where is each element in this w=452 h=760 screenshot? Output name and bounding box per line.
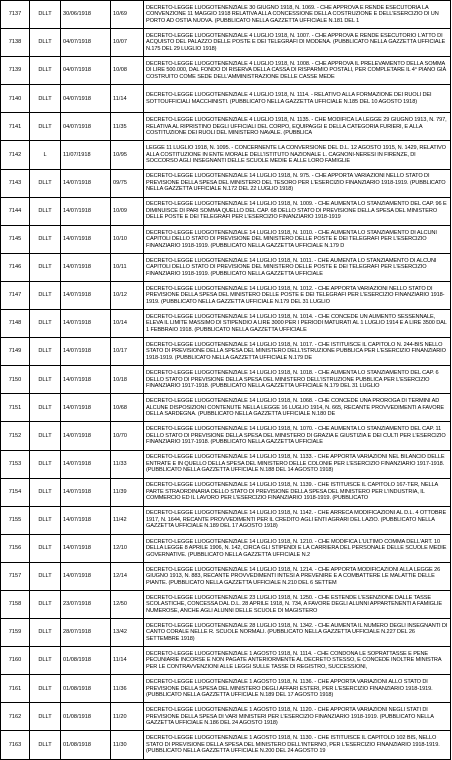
cell-act-type: DLLT <box>30 478 61 506</box>
cell-description: DECRETO-LEGGE LUOGOTENENZIALE 1 AGOSTO 1918, N. 1114. - CHE CONDONA LE SOPRATTASSE E PENE PECUNIARIE INCORSE E NON PAGATE ANTERIORMENTE AL DECRETO STESSO, E CONCEDE INOLTRE MINISTRA PER LE CONTRAVVENZIONI ALLE LEGGI SULLE TASSE DI REGISTRO, SUCCESSIONI, <box>144 647 451 675</box>
cell-description: DECRETO-LEGGE LUOGOTENENZIALE 14 LUGLIO 1918, N. 1012. - CHE APPORTA VARIAZIONI NELLO STATO DI PREVISIONE DELLA SPESA DEL MINISTERO DELLE POSTE E DEI TELEGRAFI PER L'ESERCIZIO FINANZIARIO 1918-1919. (PUBBLICATO NELLA GAZZETTA UFFICIALE N.179 DEL 31 LUGLIO <box>144 281 451 309</box>
table-row <box>1 85 451 113</box>
cell-act-code: 10/10 <box>111 225 144 253</box>
cell-description: DECRETO-LEGGE LUOGOTENENZIALE 14 LUGLIO 1918, N. 1010. - CHE AUMENTA LO STANZIAMENTO DI ALCUNI CAPITOLI DELLO STATO DI PREVISIONE DEL MINISTERO DELLE POSTE E DEI TELEGRAFI PER L'ESERCIZIO FINANZIARIO 1918-1919. (PUBBLICATO NELLA GAZZETTA UFFICIALE N.179 D <box>144 225 451 253</box>
cell-act-type: DLLT <box>30 85 61 113</box>
cell-description: DECRETO-LEGGE LUOGOTENENZIALE 14 LUGLIO 1918, N. 1018. - CHE AUMENTA LO STANZIAMENTO DEL CAP. 6 DELLO STATO DI PREVISIONE DELLA SPESA DEL MINISTERO DELL'ISTRUZIONE PUBBLICA PER L'ESERCIZIO FINANZIARIO 1917-1918. (PUBBLICATO NELLA GAZZETTA UFFICIALE N.179 DEL 31 LUGLIO <box>144 366 451 394</box>
cell-act-type: DLLT <box>30 590 61 618</box>
cell-date: 01/08/1918 <box>61 647 111 675</box>
cell-description: DECRETO-LEGGE LUOGOTENENZIALE 4 LUGLIO 1918, N. 1114. - RELATIVO ALLA FORMAZIONE DEI RUOLI DEI SOTTOUFFICIALI MACCHINISTI. (PUBBLICATO NELLA GAZZETTA UFFICIALE N.185 DEL 10 AGOSTO 1918) <box>144 85 451 113</box>
cell-number: 7161 <box>1 675 30 703</box>
cell-act-code: 12/14 <box>111 562 144 590</box>
cell-number: 7143 <box>1 169 30 197</box>
cell-act-code: 10/11 <box>111 253 144 281</box>
cell-date: 14/07/1918 <box>61 253 111 281</box>
cell-act-type: DLLT <box>30 731 61 759</box>
cell-number: 7162 <box>1 703 30 731</box>
table-row <box>1 675 451 703</box>
cell-description: DECRETO-LEGGE LUOGOTENENZIALE 14 LUGLIO 1918, N. 1017. - CHE ISTITUISCE IL CAPITOLO N. 244-BIS NELLO STATO DI PREVISIONE DELLA SPESA DEL MINISTERO DELL'ISTRUZIONE PUBBLICA PER L'ESERCIZIO FINANZIARIO 1918-1919. (PUBBLICATO NELLA GAZZETTA UFFICIALE N.179 DE <box>144 338 451 366</box>
cell-date: 14/07/1918 <box>61 450 111 478</box>
cell-description: DECRETO-LEGGE LUOGOTENENZIALE 1 AGOSTO 1918, N. 1136. - CHE APPORTA VARIAZIONI ALLO STATO DI PREVISIONE DELLA SPESA DEL MINISTERO DEGLI AFFARI ESTERI, PER L'ESERCIZIO FINANZIARIO 1918-1919. (PUBBLICATO NELLA GAZZETTA UFFICIALE N.189 DEL 17 AGOSTO 1918) <box>144 675 451 703</box>
cell-act-code: 11/14 <box>111 647 144 675</box>
cell-date: 14/07/1918 <box>61 534 111 562</box>
cell-act-type: DLLT <box>30 169 61 197</box>
table-row <box>1 1 451 29</box>
cell-act-type: DLLT <box>30 57 61 85</box>
cell-date: 14/07/1918 <box>61 338 111 366</box>
cell-act-type: DLLT <box>30 338 61 366</box>
cell-number: 7151 <box>1 394 30 422</box>
cell-act-type: DLLT <box>30 619 61 647</box>
cell-date: 14/07/1918 <box>61 169 111 197</box>
table-row <box>1 619 451 647</box>
cell-number: 7155 <box>1 506 30 534</box>
cell-act-type: DLLT <box>30 675 61 703</box>
table-row <box>1 506 451 534</box>
cell-act-code: 13/42 <box>111 619 144 647</box>
table-row <box>1 590 451 618</box>
cell-act-code: 10/08 <box>111 57 144 85</box>
table-row <box>1 450 451 478</box>
cell-number: 7137 <box>1 1 30 29</box>
cell-date: 04/07/1918 <box>61 113 111 141</box>
cell-act-code: 10/07 <box>111 29 144 57</box>
cell-act-type: DLLT <box>30 394 61 422</box>
cell-act-code: 10/14 <box>111 310 144 338</box>
cell-act-code: 10/09 <box>111 197 144 225</box>
table-row <box>1 253 451 281</box>
cell-act-code: 11/20 <box>111 703 144 731</box>
cell-act-type: DLLT <box>30 281 61 309</box>
cell-description: DECRETO-LEGGE LUOGOTENENZIALE 14 LUGLIO 1918, N. 1068. - CHE CONCEDE UNA PROROGA DI TERMINI AD ALCUNE DISPOSIZIONI CONTENUTE NELLA LEGGE 16 LUGLIO 1914, N. 665, RECANTE PROVVEDIMENTI A FAVORE DELLA SARDEGNA. (PUBBLICATO NELLA GAZZETTA UFFICIALE N.180 DE <box>144 394 451 422</box>
table-row <box>1 281 451 309</box>
cell-act-type: L <box>30 141 61 169</box>
cell-act-code: 10/70 <box>111 422 144 450</box>
cell-act-code: 12/10 <box>111 534 144 562</box>
cell-number: 7160 <box>1 647 30 675</box>
cell-number: 7142 <box>1 141 30 169</box>
table-row <box>1 534 451 562</box>
cell-date: 01/08/1918 <box>61 675 111 703</box>
table-row <box>1 731 451 759</box>
cell-act-type: DLLT <box>30 310 61 338</box>
cell-number: 7146 <box>1 253 30 281</box>
cell-description: DECRETO-LEGGE LUOGOTENENZIALE 14 LUGLIO 1918, N. 975. - CHE APPORTA VARIAZIONI NELLO STATO DI PREVISIONE DELLA SPESA DEL MINISTERO DEL TESORO PER L'ESERCIZIO FINANZIARIO 1918-1919. (PUBBLICATO NELLA GAZZETTA UFFICIALE N.172 DEL 22 LUGLIO 1918) <box>144 169 451 197</box>
cell-act-type: DLLT <box>30 197 61 225</box>
table-row <box>1 478 451 506</box>
cell-number: 7149 <box>1 338 30 366</box>
table-row <box>1 169 451 197</box>
cell-date: 04/07/1918 <box>61 57 111 85</box>
table-row <box>1 422 451 450</box>
cell-act-code: 10/18 <box>111 366 144 394</box>
cell-description: DECRETO-LEGGE LUOGOTENENZIALE 14 LUGLIO 1918, N. 1142. - CHE ARRECA MODIFICAZIONI AL D.L. 4 OTTOBRE 1917, N. 1644, RECANTE PROVVEDIMENTI PER IL CREDITO AGLI ENTI AGRARI DEL LAZIO. (PUBBLICATO NELLA GAZZETTA UFFICIALE N.189 DEL 17 AGOSTO 1918) <box>144 506 451 534</box>
cell-number: 7159 <box>1 619 30 647</box>
cell-act-code: 12/50 <box>111 590 144 618</box>
cell-description: LEGGE 11 LUGLIO 1918, N. 1095. - CONCERNENTE LA CONVERSIONE DEL D.L. 12 AGOSTO 1915, N. 1429, RELATIVO ALLA COSTITUZIONE IN ENTE MORALE DELL'ISTITUTO NAZIONALE L. CAGNONI-NERESI IN FIRENZE, DI SOCCORSO AGLI INSEGNANTI DELLE SCUOLE MEDIE E ALLE LORO FAMIGLIE <box>144 141 451 169</box>
cell-description: DECRETO-LEGGE LUOGOTENENZIALE 4 LUGLIO 1918, N. 1007. - CHE APPROVA E RENDE ESECUTORIO L'ATTO DI ACQUISTO DEL PALAZZO DELLE POSTE E DEI TELEGRAFI DI MODENA. (PUBBLICATO NELLA GAZZETTA UFFICIALE N.175 DEL 29 LUGLIO 1918) <box>144 29 451 57</box>
cell-act-type: DLLT <box>30 562 61 590</box>
cell-number: 7139 <box>1 57 30 85</box>
cell-act-type: DLLT <box>30 29 61 57</box>
cell-date: 14/07/1918 <box>61 562 111 590</box>
table-row <box>1 141 451 169</box>
cell-act-code: 10/12 <box>111 281 144 309</box>
cell-description: DECRETO-LEGGE LUOGOTENENZIALE 14 LUGLIO 1918, N. 1133. - CHE APPORTA VARIAZIONI NEL BILANCIO DELLE ENTRATE E IN QUELLO DELLA SPESA DEL MINISTERO DELLE COLONIE PER L'ESERCIZIO FINANZIARIO 1917-1918. (PUBBLICATO NELLA GAZZETTA UFFICIALE N.188 DEL 14 AGOSTO 1918) <box>144 450 451 478</box>
cell-description: DECRETO-LEGGE LUOGOTENENZIALE 23 LUGLIO 1918, N. 1250. - CHE ESTENDE L'ESENZIONE DALLE TASSE SCOLASTICHE, CONCESSA DAL D.L. 28 APRILE 1918, N. 734, A FAVORE DEGLI ALUNNI APPARTENENTI A FAMIGLIE NUMEROSE, ANCHE AGLI ALUNNI DELLE SCUOLE DI MAGISTERO <box>144 590 451 618</box>
cell-act-type: DLLT <box>30 703 61 731</box>
cell-number: 7154 <box>1 478 30 506</box>
table-row <box>1 197 451 225</box>
cell-date: 04/07/1918 <box>61 29 111 57</box>
cell-number: 7144 <box>1 197 30 225</box>
cell-number: 7145 <box>1 225 30 253</box>
cell-act-type: DLLT <box>30 422 61 450</box>
cell-description: DECRETO-LEGGE LUOGOTENENZIALE 4 LUGLIO 1918, N. 1135. - CHE MODIFICA LA LEGGE 29 GIUGNO 1913, N. 797, RELATIVA AL RIPRISTINO DEGLI UFFICIALI DEL CORPO, EQUIPAGGI E DELLA CATEGORIA FURIERI, E ALLA COSTITUZIONE DEI RUOLI DEL MINISTERO NAVALE. (PUBBLICA <box>144 113 451 141</box>
cell-act-code: 10/95 <box>111 141 144 169</box>
cell-date: 14/07/1918 <box>61 394 111 422</box>
cell-description: DECRETO-LEGGE LUOGOTENENZIALE 30 GIUGNO 1918, N. 1069. - CHE APPROVA E RENDE ESECUTORIA LA CONVENZIONE 11 MAGGIO 1918 RELATIVA ALLA CONCESSIONE DELLA COSTRUZIONE E DELL'ESERCIZIO DI UN PORTO AD OSTIA NUOVA. (PUBBLICATO NELLA GAZZETTA UFFICIALE N.181 DEL 1 <box>144 1 451 29</box>
cell-date: 01/08/1918 <box>61 731 111 759</box>
cell-number: 7153 <box>1 450 30 478</box>
table-row <box>1 703 451 731</box>
cell-date: 14/07/1918 <box>61 197 111 225</box>
cell-description: DECRETO-LEGGE LUOGOTENENZIALE 14 LUGLIO 1918, N. 1139. - CHE ISTITUISCE IL CAPITOLO 167-TER, NELLA PARTE STRAORDINARIA DELLO STATO DI PREVISIONE DELLA SPESA DEL MINISTERO PER L'INDUSTRIA, IL COMMERCIO ED IL LAVORO PER L'ESERCIZIO FINANZIARIO 1918-1919. (PUBBLICATO <box>144 478 451 506</box>
cell-date: 28/07/1918 <box>61 619 111 647</box>
cell-date: 11/07/1918 <box>61 141 111 169</box>
cell-number: 7141 <box>1 113 30 141</box>
table-row <box>1 113 451 141</box>
cell-date: 01/08/1918 <box>61 703 111 731</box>
cell-date: 30/06/1918 <box>61 1 111 29</box>
cell-description: DECRETO-LEGGE LUOGOTENENZIALE 14 LUGLIO 1918, N. 1210. - CHE MODIFICA L'ULTIMO COMMA DELL'ART. 10 DELLA LEGGE 8 APRILE 1906, N. 142, CIRCA GLI STIPENDI E LA CARRIERA DEL PERSONALE DELLE SCUOLE MEDIE GOVERNATIVE. (PUBBLICATO NELLA GAZZETTA UFFICIALE N.2 <box>144 534 451 562</box>
cell-act-type: DLLT <box>30 534 61 562</box>
cell-act-code: 10/17 <box>111 338 144 366</box>
cell-act-code: 11/35 <box>111 113 144 141</box>
cell-date: 14/07/1918 <box>61 506 111 534</box>
table-row <box>1 562 451 590</box>
cell-date: 14/07/1918 <box>61 366 111 394</box>
cell-act-type: DLLT <box>30 253 61 281</box>
cell-act-type: DLLT <box>30 647 61 675</box>
cell-act-type: DLLT <box>30 506 61 534</box>
cell-act-type: DLLT <box>30 366 61 394</box>
cell-date: 14/07/1918 <box>61 225 111 253</box>
cell-description: DECRETO-LEGGE LUOGOTENENZIALE 14 LUGLIO 1918, N. 1070. - CHE AUMENTA LO STANZIAMENTO DEL CAP. 11 DELLO STATO DI PREVISIONE DELLA SPESA DEL MINISTERO DI GRAZIA E GIUSTIZIA E DEI CULTI PER L'ESERCIZIO FINANZIARIO 1917-1918. (PUBBLICATO NELLA GAZZETTA UFFICIALE <box>144 422 451 450</box>
table-row <box>1 29 451 57</box>
cell-act-code: 11/36 <box>111 675 144 703</box>
cell-number: 7140 <box>1 85 30 113</box>
cell-description: DECRETO-LEGGE LUOGOTENENZIALE 28 LUGLIO 1918, N. 1342. - CHE AUMENTA IL NUMERO DEGLI INSEGNANTI DI CANTO CORALE NELLE R. SCUOLE NORMALI. (PUBBLICATO NELLA GAZZETTA UFFICIALE N.227 DEL 26 SETTEMBRE 1918) <box>144 619 451 647</box>
cell-act-type: DLLT <box>30 113 61 141</box>
cell-act-code: 09/75 <box>111 169 144 197</box>
cell-description: DECRETO-LEGGE LUOGOTENENZIALE 14 LUGLIO 1918, N. 1011. - CHE AUMENTA LO STANZIAMENTO DI ALCUNI CAPITOLI DELLO STATO DI PREVISIONE DEL MINISTERO DELLE POSTE E DEI TELEGRAFI PER L'ESERCIZIO FINANZIARIO 1918-1919. (PUBBLICATO NELLA GAZZETTA UFFICIALE <box>144 253 451 281</box>
cell-description: DECRETO-LEGGE LUOGOTENENZIALE 1 AGOSTO 1918, N. 1120. - CHE APPORTA VARIAZIONI NEGLI STATI DI PREVISIONE DELLA SPESA DI VARI MINISTERI PER L'ESERCIZIO FINANZIARIO 1918-1919. (PUBBLICATO NELLA GAZZETTA UFFICIALE N.186 DEL 24 AGOSTO 1918) <box>144 703 451 731</box>
cell-date: 14/07/1918 <box>61 478 111 506</box>
table-row <box>1 366 451 394</box>
cell-number: 7147 <box>1 281 30 309</box>
table-row <box>1 310 451 338</box>
cell-act-code: 11/42 <box>111 506 144 534</box>
cell-date: 14/07/1918 <box>61 281 111 309</box>
cell-date: 23/07/1918 <box>61 590 111 618</box>
cell-date: 04/07/1918 <box>61 85 111 113</box>
table-row <box>1 57 451 85</box>
cell-date: 14/07/1918 <box>61 422 111 450</box>
cell-description: DECRETO-LEGGE LUOGOTENENZIALE 14 LUGLIO 1918, N. 1014. - CHE CONCEDE UN AUMENTO SESSENNALE, ELEVA IL LIMITE MASSIMO DI STIPENDIO A LIRE 3000 PER I PERIODI MATURATI AL 1 LUGLIO 1914 E A LIRE 3500 DAL 1 FEBBRAIO 1918. (PUBBLICATO NELLA GAZZETTA UFFICIALE <box>144 310 451 338</box>
cell-number: 7157 <box>1 562 30 590</box>
cell-description: DECRETO-LEGGE LUOGOTENENZIALE 1 AGOSTO 1918, N. 1130. - CHE ISTITUISCE IL CAPITOLO 102 BIS, NELLO STATO DI PREVISIONE DELLA SPESA DEL MINISTERO DELL'INTERNO, PER L'ESERCIZIO FINANZIARIO 1918-1919. (PUBBLICATO NELLA GAZZETTA UFFICIALE N.200 DEL 24 AGOSTO 19 <box>144 731 451 759</box>
table-row <box>1 338 451 366</box>
cell-number: 7152 <box>1 422 30 450</box>
cell-act-type: DLLT <box>30 450 61 478</box>
cell-number: 7158 <box>1 590 30 618</box>
cell-number: 7156 <box>1 534 30 562</box>
cell-act-code: 11/14 <box>111 85 144 113</box>
cell-number: 7163 <box>1 731 30 759</box>
table-row <box>1 225 451 253</box>
cell-act-code: 10/69 <box>111 1 144 29</box>
table-row <box>1 394 451 422</box>
cell-number: 7138 <box>1 29 30 57</box>
cell-description: DECRETO-LEGGE LUOGOTENENZIALE 14 LUGLIO 1918, N. 1009. - CHE AUMENTA LO STANZIAMENTO DEL CAP. 96 E DIMINUISCE DI PARI SOMMA QUELLO DEL CAP. 68 DELLO STATO DI PREVISIONE DELLA SPESA DEL MINISTERO DELLE POSTE E DEI TELEGRAFI PER L'ESERCIZIO FINANZIARIO 1918-1919 <box>144 197 451 225</box>
cell-act-type: DLLT <box>30 1 61 29</box>
cell-act-code: 11/39 <box>111 478 144 506</box>
cell-act-code: 11/30 <box>111 731 144 759</box>
cell-act-code: 11/33 <box>111 450 144 478</box>
cell-description: DECRETO-LEGGE LUOGOTENENZIALE 14 LUGLIO 1918, N. 1214. - CHE APPORTA MODIFICAZIONI ALLA LEGGE 26 GIUGNO 1913, N. 883, RECANTE PROVVEDIMENTI INTESI A PREVENIRE E A COMBATTERE LE MALATTIE DELLE PIANTE. (PUBBLICATO NELLA GAZZETTA UFFICIALE N.210 DEL 6 SETTEM <box>144 562 451 590</box>
cell-number: 7148 <box>1 310 30 338</box>
cell-description: DECRETO-LEGGE LUOGOTENENZIALE 4 LUGLIO 1918, N. 1008. - CHE APPROVA IL PRELEVAMENTO DELLA SOMMA DI LIRE 500.000, DAL FONDO DI RISERVA DELLA CASSA DI RISPARMIO POSTALI, PER COMPLETARE IL 4° PIANO GIÀ COSTRUITO COME SEDE DELL'AMMINISTRAZIONE DELLE CASSE MEDE <box>144 57 451 85</box>
cell-date: 14/07/1918 <box>61 310 111 338</box>
table-row <box>1 647 451 675</box>
cell-act-type: DLLT <box>30 225 61 253</box>
cell-act-code: 10/68 <box>111 394 144 422</box>
cell-number: 7150 <box>1 366 30 394</box>
